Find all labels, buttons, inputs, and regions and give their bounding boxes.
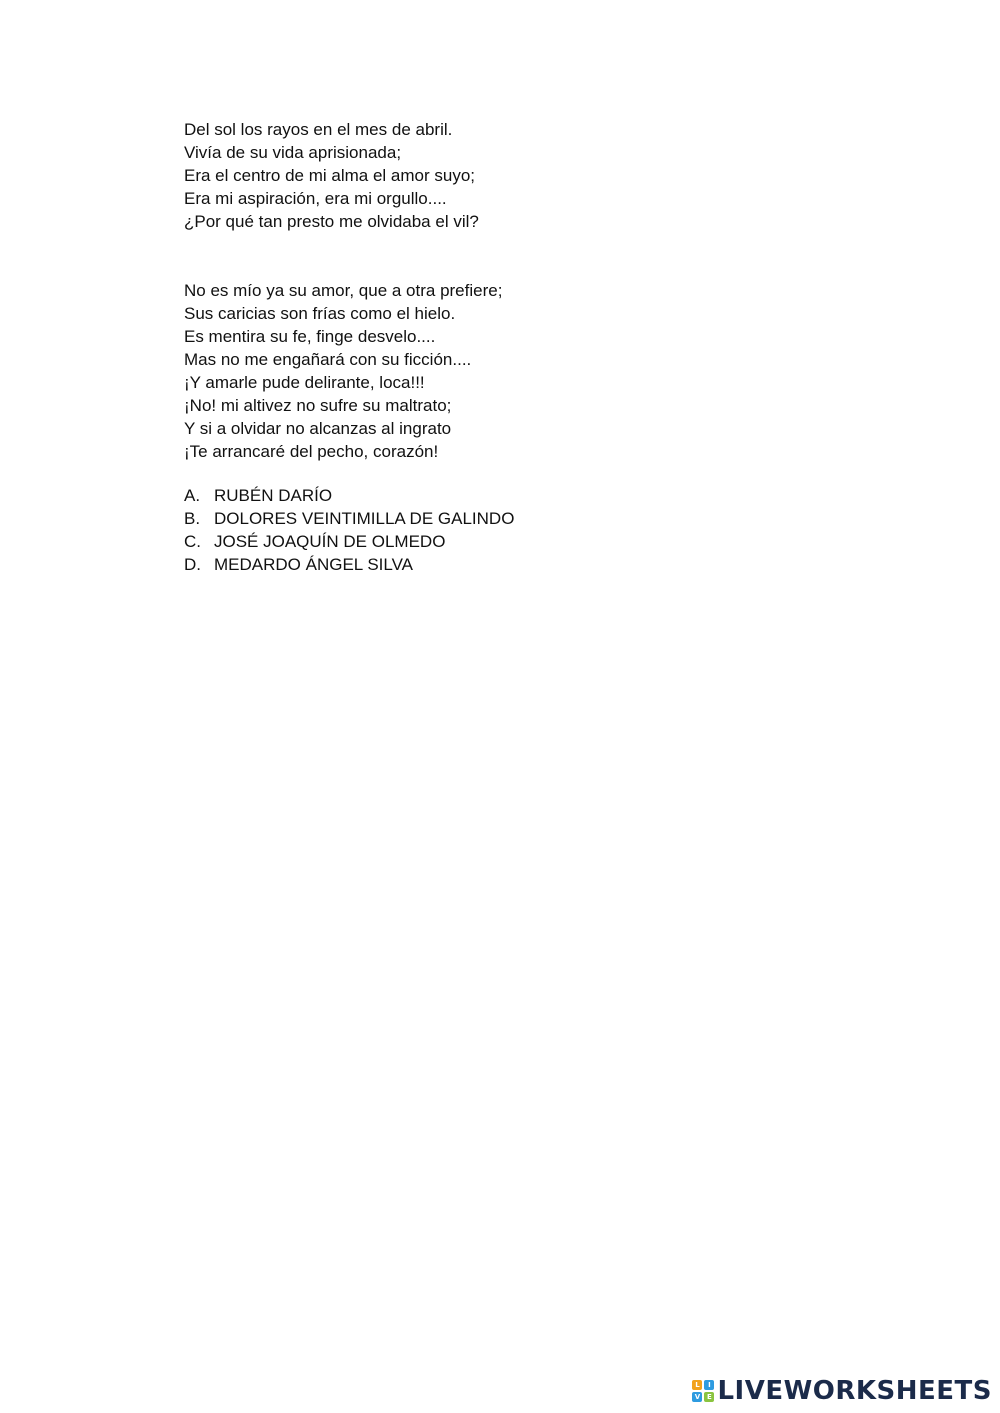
- option-c[interactable]: [184, 530, 514, 553]
- poem-line: ¿Por qué tan presto me olvidaba el vil?: [184, 212, 479, 231]
- poem-line: Es mentira su fe, finge desvelo....: [184, 327, 436, 346]
- option-letter: C.: [184, 532, 201, 551]
- liveworksheets-brand: [692, 1375, 992, 1407]
- option-text: MEDARDO ÁNGEL SILVA: [214, 555, 414, 574]
- poem-line: ¡No! mi altivez no sufre su maltrato;: [184, 396, 452, 415]
- poem-line: No es mío ya su amor, que a otra prefiere;: [184, 281, 503, 300]
- poem-stanza-1: [184, 118, 479, 233]
- answer-options: [184, 484, 514, 576]
- option-text: RUBÉN DARÍO: [214, 486, 333, 505]
- poem-line: Y si a olvidar no alcanzas al ingrato: [184, 419, 452, 438]
- liveworksheets-logo-icon: L I V E: [692, 1380, 714, 1402]
- poem-line: Era mi aspiración, era mi orgullo....: [184, 189, 447, 208]
- option-b[interactable]: [184, 507, 514, 530]
- option-text: JOSÉ JOAQUÍN DE OLMEDO: [214, 532, 446, 551]
- poem-line: Del sol los rayos en el mes de abril.: [184, 120, 453, 139]
- option-letter: A.: [184, 486, 201, 505]
- option-d[interactable]: [184, 553, 514, 576]
- poem-line: Vivía de su vida aprisionada;: [184, 143, 402, 162]
- poem-line: Era el centro de mi alma el amor suyo;: [184, 166, 476, 185]
- option-letter: B.: [184, 509, 201, 528]
- option-a[interactable]: [184, 484, 514, 507]
- option-letter: D.: [184, 555, 201, 574]
- poem-line: Sus caricias son frías como el hielo.: [184, 304, 456, 323]
- poem-line: ¡Te arrancaré del pecho, corazón!: [184, 442, 439, 461]
- brand-name: LIVEWORKSHEETS: [717, 1376, 992, 1406]
- poem-stanza-2: [184, 279, 502, 463]
- option-text: DOLORES VEINTIMILLA DE GALINDO: [214, 509, 515, 528]
- poem-line: Mas no me engañará con su ficción....: [184, 350, 472, 369]
- poem-line: ¡Y amarle pude delirante, loca!!!: [184, 373, 425, 392]
